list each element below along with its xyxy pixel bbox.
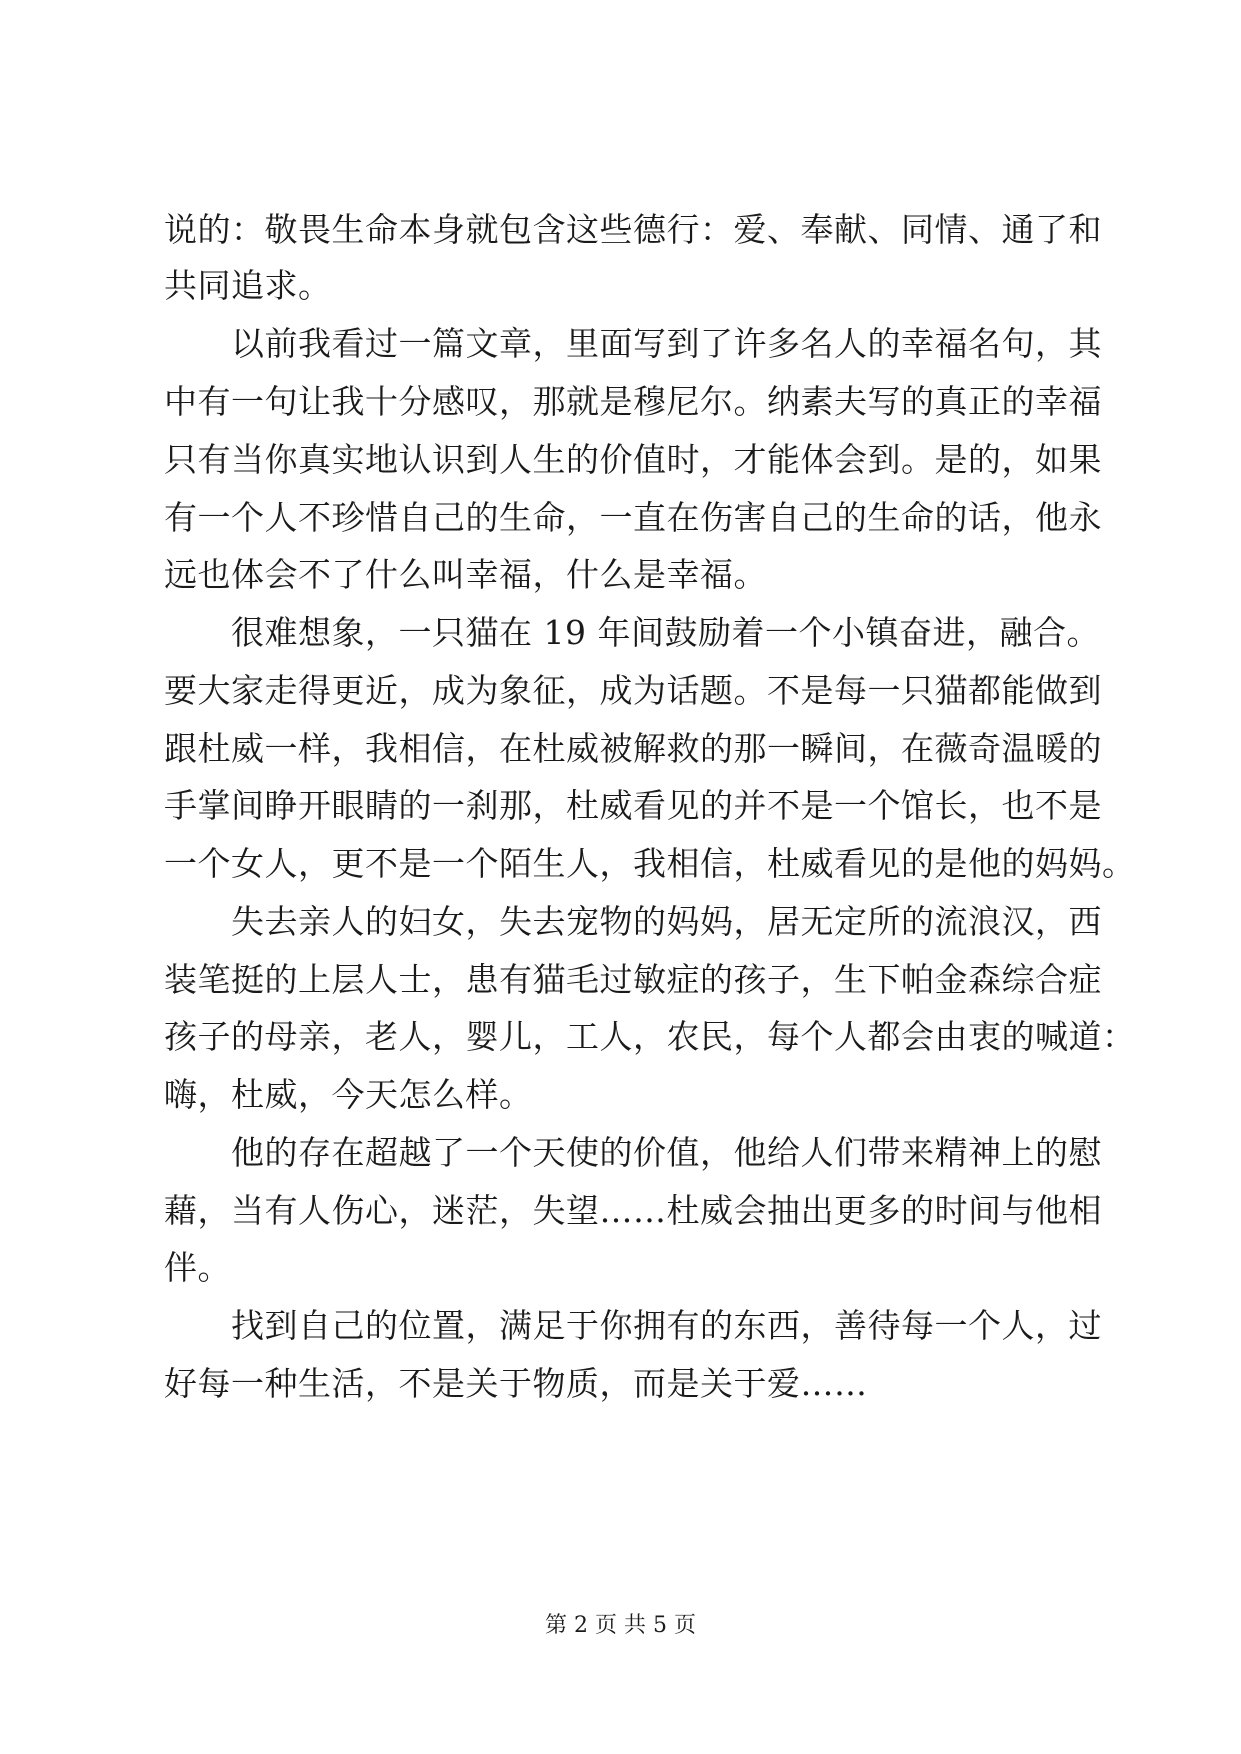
- text-line-15: 孩子的母亲，老人，婴儿，工人，农民，每个人都会由衷的喊道：: [164, 1017, 1136, 1056]
- text-line-11: 手掌间睁开眼睛的一刹那，杜威看见的并不是一个馆长，也不是: [164, 786, 1102, 825]
- text-line-10: 跟杜威一样，我相信，在杜威被解救的那一瞬间，在薇奇温暖的: [164, 729, 1102, 768]
- text-line-1: 说的：敬畏生命本身就包含这些德行：爱、奉献、同情、通了和: [164, 210, 1102, 249]
- text-line-13: 失去亲人的妇女，失去宠物的妈妈，居无定所的流浪汉，西: [164, 902, 1102, 941]
- text-line-21: 好每一种生活，不是关于物质，而是关于爱……: [164, 1364, 868, 1403]
- text-line-14: 装笔挺的上层人士，患有猫毛过敏症的孩子，生下帕金森综合症: [164, 960, 1102, 999]
- text-line-16: 嗨，杜威，今天怎么样。: [164, 1075, 533, 1114]
- text-line-18: 藉，当有人伤心，迷茫，失望……杜威会抽出更多的时间与他相: [164, 1191, 1102, 1230]
- text-line-2: 共同追求。: [164, 266, 332, 305]
- text-line-5: 只有当你真实地认识到人生的价值时，才能体会到。是的，如果: [164, 440, 1102, 479]
- text-line-3: 以前我看过一篇文章，里面写到了许多名人的幸福名句，其: [164, 324, 1102, 363]
- text-line-19: 伴。: [164, 1248, 231, 1287]
- text-line-17: 他的存在超越了一个天使的价值，他给人们带来精神上的慰: [164, 1133, 1102, 1172]
- text-line-4: 中有一句让我十分感叹，那就是穆尼尔。纳素夫写的真正的幸福: [164, 382, 1102, 421]
- text-line-9: 要大家走得更近，成为象征，成为话题。不是每一只猫都能做到: [164, 671, 1102, 710]
- text-line-8: 很难想象，一只猫在 19 年间鼓励着一个小镇奋进，融合。: [164, 613, 1100, 652]
- text-line-7: 远也体会不了什么叫幸福，什么是幸福。: [164, 555, 767, 594]
- text-line-20: 找到自己的位置，满足于你拥有的东西，善待每一个人，过: [164, 1306, 1102, 1345]
- page-footer: 第 2 页 共 5 页: [545, 1613, 696, 1638]
- text-line-6: 有一个人不珍惜自己的生命，一直在伤害自己的生命的话，他永: [164, 498, 1102, 537]
- text-line-12: 一个女人，更不是一个陌生人，我相信，杜威看见的是他的妈妈。: [164, 844, 1136, 883]
